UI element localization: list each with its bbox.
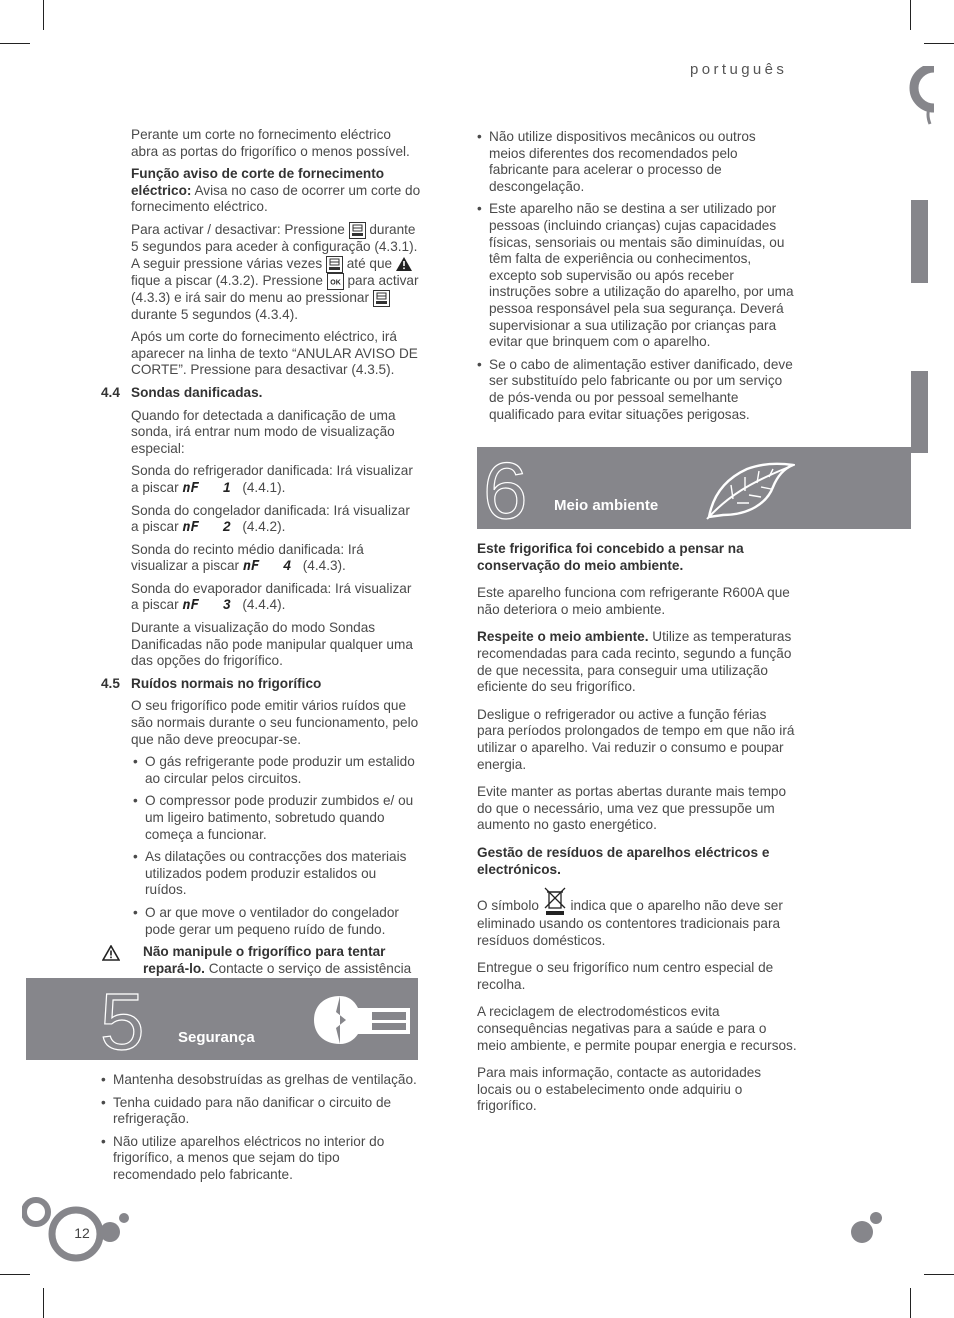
list-item: • Este aparelho não se destina a ser utilizado por pessoas (incluindo crianças) cujas capacidades físicas, sensoriais ou mentais são diminuídas, ou têm falta de experiência ou conhecimentos, excepto sob supervisão ou após receber instruções sobre a utilização do aparelho, por uma pessoa responsável pela sua segurança. Deverá supervisionar a sua utilização por crianças para evitar que brinquem com o aparelho.	[477, 201, 794, 350]
intro-paragraph: Perante um corte no fornecimento eléctrico abra as portas do frigorífico o menos possível.	[131, 127, 410, 159]
side-tab	[911, 371, 928, 453]
section-number: 5	[100, 977, 145, 1066]
left-column	[101, 127, 421, 994]
sonda-ref: (4.4.3).	[302, 558, 346, 574]
display-code: nF	[182, 597, 199, 614]
sonda-ref: (4.4.2).	[242, 519, 286, 535]
page-number: 12	[74, 1225, 90, 1241]
section-title: Ruídos normais no frigorífico	[131, 675, 322, 691]
sonda-item	[131, 581, 421, 614]
ok-button-icon	[327, 273, 344, 290]
ruidos-intro: O seu frigorífico pode emitir vários ruídos que são normais durante o seu funcionamento, pelo que não deve preocupar-se.	[131, 698, 419, 747]
env-intro-bold: Este frigorifica foi concebido a pensar na conservação do meio ambiente.	[477, 541, 744, 573]
section-title: Segurança	[178, 1029, 255, 1046]
list-item: • As dilatações ou contracções dos materiais utilizados podem produzir estalidos ou ruídos.	[133, 849, 407, 898]
sonda-text: Sonda do congelador danificada: Irá visualizar a piscar	[131, 502, 410, 535]
env-paragraph: Entregue o seu frigorífico num centro especial de recolha.	[477, 960, 774, 992]
crop-mark	[0, 1274, 30, 1275]
crop-mark	[924, 43, 954, 44]
list-item: • Não utilize dispositivos mecânicos ou outros meios diferentes dos recomendados pelo fabricante para acelerar o processo de descongelação.	[477, 129, 756, 194]
section-number: 4.5	[101, 675, 120, 691]
activar-text: até que	[342, 255, 396, 271]
section-5-banner	[26, 977, 418, 1066]
weee-paragraph: O símbolo indica que o aparelho não deve ser eliminado usando os contentores tradicionais para resíduos domésticos.	[477, 886, 797, 949]
display-code: nF	[182, 519, 199, 536]
crop-mark	[910, 1288, 911, 1318]
crop-mark	[43, 0, 44, 30]
section-4-5-heading	[101, 676, 421, 693]
activar-text: Para activar / desactivar: Pressione	[131, 222, 349, 238]
side-tab	[911, 200, 928, 283]
activar-text: durante 5 segundos para aceder à configuração (4.3.1). A seguir pressione várias vezes	[131, 222, 418, 271]
section-4-4-heading	[101, 385, 421, 402]
warning-text: Contacte o serviço de assistência	[208, 960, 412, 976]
wrench-icon	[310, 990, 410, 1052]
env-paragraph: A reciclagem de electrodomésticos evita consequências negativas para a saúde e para o meio ambiente, e permite poupar energia e recursos.	[477, 1004, 797, 1053]
sonda-text: Sonda do evaporador danificada: Irá visualizar a piscar	[131, 580, 412, 613]
leaf-icon	[703, 455, 795, 521]
sonda-item	[131, 542, 421, 575]
apos-paragraph: Após um corte do fornecimento eléctrico, irá aparecer na linha de texto “ANULAR AVISO DE CORTE”. Pressione para desactivar (4.3.5).	[131, 329, 418, 378]
section-number: 6	[483, 446, 528, 535]
decorative-dots-icon	[848, 1210, 888, 1246]
safety-list-right	[477, 129, 795, 423]
activar-text: para activar (4.3.3) e irá sair do menu ao pressionar	[131, 272, 419, 305]
crossed-bin-icon	[543, 886, 567, 916]
aviso-title: Função aviso de corte de fornecimento eléctrico:	[131, 166, 385, 198]
activar-text: fique a piscar (4.3.2). Pressione	[131, 272, 327, 288]
section-6-banner	[477, 446, 911, 535]
list-item: • O gás refrigerante pode produzir um estalido ao circular pelos circuitos.	[133, 754, 415, 786]
crop-mark	[0, 43, 30, 44]
environment-section	[477, 541, 797, 1115]
crop-mark	[43, 1288, 44, 1318]
list-item: • Mantenha desobstruídas as grelhas de ventilação.	[101, 1072, 417, 1087]
display-digit: 3	[222, 597, 231, 613]
display-digit: 4	[283, 558, 291, 574]
weee-title: Gestão de resíduos de aparelhos eléctricos e electrónicos.	[477, 844, 770, 877]
durante-paragraph: Durante a visualização do modo Sondas Danificadas não pode manipular qualquer uma das opções do frigorífico.	[131, 620, 413, 669]
env-paragraph: Este aparelho funciona com refrigerante R600A que não deteriora o meio ambiente.	[477, 585, 790, 617]
svg-text:OK: OK	[329, 279, 341, 287]
env-paragraph: Evite manter as portas abertas durante mais tempo do que o necessário, uma vez que pressupõe um aumento no gasto energético.	[477, 784, 787, 833]
decorative-circle-icon	[904, 66, 934, 126]
display-code: nF	[182, 479, 199, 496]
sonda-ref: (4.4.1).	[242, 479, 286, 495]
warning-triangle-icon	[396, 257, 412, 271]
list-item: • O ar que move o ventilador do congelador pode gerar um pequeno ruído de fundo.	[133, 904, 399, 937]
env-paragraph: Para mais informação, contacte as autoridades locais ou o estabelecimento onde adquiriu o frigorífico.	[477, 1065, 762, 1114]
menu-button-icon	[349, 222, 366, 239]
list-item: • Tenha cuidado para não danificar o circuito de refrigeração.	[101, 1094, 392, 1127]
list-item: • O compressor pode produzir zumbidos e/ ou um ligeiro batimento, sobretudo quando começa a funcionar.	[133, 793, 414, 842]
sonda-item	[131, 463, 421, 496]
aviso-text: Avisa no caso de ocorrer um corte do fornecimento eléctrico.	[131, 182, 421, 215]
env-paragraph: Desligue o refrigerador ou active a função férias para períodos prolongados de tempo em que não irá utilizar o aparelho. Vai reduzir o consumo e poupar energia.	[477, 706, 795, 772]
section-title: Meio ambiente	[554, 497, 659, 514]
section-number: 4.4	[101, 384, 120, 400]
activar-paragraph	[131, 222, 421, 323]
activar-text: durante 5 segundos (4.3.4).	[131, 306, 299, 322]
display-digit: 2	[222, 519, 231, 535]
warning-bold: Não manipule o frigorífico para tentar repará-lo.	[143, 944, 386, 976]
list-item: • Se o cabo de alimentação estiver danificado, deve ser substituído pelo fabricante ou por um serviço de pós-venda ou por pessoal semelhante qualificado para evitar situações perigosas.	[477, 356, 793, 422]
section-title: Sondas danificadas.	[131, 384, 263, 400]
safety-list-left	[101, 1072, 421, 1184]
env-paragraph: Respeite o meio ambiente. Utilize as temperaturas recomendadas para cada recinto, segundo a função de que necessita, para conseguir uma utilização eficiente do seu frigorífico.	[477, 629, 792, 695]
sondas-intro: Quando for detectada a danificação de uma sonda, irá entrar num modo de visualização especial:	[131, 407, 396, 456]
sonda-text: Sonda do refrigerador danificada: Irá visualizar a piscar	[131, 463, 413, 495]
menu-button-icon	[326, 256, 343, 273]
language-label: português	[690, 61, 788, 78]
sonda-text: Sonda do recinto médio danificada: Irá visualizar a piscar	[131, 541, 364, 574]
sonda-ref: (4.4.4).	[242, 597, 286, 613]
display-digit: 1	[222, 479, 231, 495]
crop-mark	[924, 1274, 954, 1275]
aviso-paragraph	[131, 166, 421, 216]
warning-triangle-icon	[102, 945, 120, 961]
sonda-item	[131, 503, 421, 536]
display-code: nF	[242, 558, 260, 575]
list-item: • Não utilize aparelhos eléctricos no interior do frigorífico, a menos que sejam do tipo recomendado pelo fabricante.	[101, 1133, 385, 1182]
crop-mark	[910, 0, 911, 30]
menu-button-icon	[373, 290, 390, 307]
